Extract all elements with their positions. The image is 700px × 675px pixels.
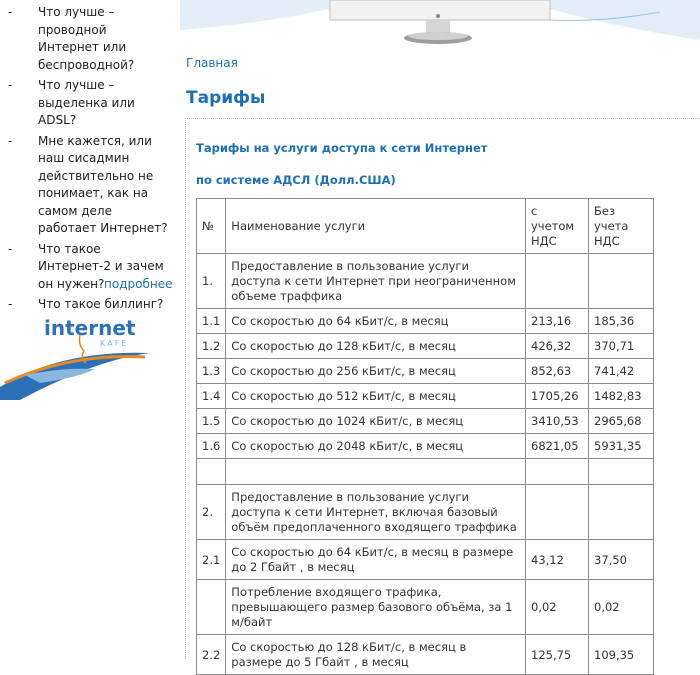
cell-without-vat: [589, 254, 654, 309]
cell-number: 1.3: [197, 359, 226, 384]
faq-list: [8, 4, 168, 317]
cell-number: 2.2: [197, 635, 226, 675]
faq-item[interactable]: - Что лучше – выделенка или ADSL?: [8, 78, 135, 127]
cell-number: 1.5: [197, 409, 226, 434]
table-row: [197, 485, 654, 540]
table-row: [197, 459, 654, 485]
logo-sub: KAFE: [100, 339, 129, 348]
cell-without-vat: 185,36: [589, 309, 654, 334]
table-row: [197, 409, 654, 434]
cell-service: Предоставление в пользование услуги доступа к сети Интернет, включая базовый объём предоплаченного входящего траффика: [226, 485, 526, 540]
header-service: Наименование услуги: [226, 199, 526, 254]
table-row: [197, 254, 654, 309]
more-link[interactable]: подробнее: [104, 277, 173, 291]
faq-item[interactable]: - Что такое биллинг?: [8, 297, 164, 311]
cell-number: 1.4: [197, 384, 226, 409]
cell-without-vat: 37,50: [589, 540, 654, 580]
cell-with-vat: 6821,05: [526, 434, 589, 459]
cell-number: 1.2: [197, 334, 226, 359]
cell-without-vat: 5931,35: [589, 434, 654, 459]
cell-with-vat: [526, 485, 589, 540]
table-row: [197, 635, 654, 675]
cell-without-vat: 109,35: [589, 635, 654, 675]
cell-number: 2.: [197, 485, 226, 540]
cell-service: Со скоростью до 128 кБит/с, в месяц в размере до 5 Гбайт , в месяц: [226, 635, 526, 675]
page-title: Тарифы: [186, 88, 266, 108]
table-row: [197, 359, 654, 384]
cell-service: Со скоростью до 64 кБит/с, в месяц: [226, 309, 526, 334]
cell-service: Со скоростью до 2048 кБит/с, в месяц: [226, 434, 526, 459]
cell-service: Со скоростью до 128 кБит/с, в месяц: [226, 334, 526, 359]
tariffs-table: [196, 198, 654, 675]
header-with-vat: с учетом НДС: [526, 199, 589, 254]
table-row: [197, 309, 654, 334]
cell-service: Со скоростью до 256 кБит/с, в месяц: [226, 359, 526, 384]
cell-with-vat: 426,32: [526, 334, 589, 359]
cell-without-vat: 1482,83: [589, 384, 654, 409]
cell-with-vat: 43,12: [526, 540, 589, 580]
cell-number: 1.1: [197, 309, 226, 334]
cell-number: 1.6: [197, 434, 226, 459]
header-banner: [180, 0, 700, 48]
faq-item[interactable]: - Что лучше – проводной Интернет или беспроводной?: [8, 5, 135, 72]
table-header-row: [197, 199, 654, 254]
cell-service: Предоставление в пользование услуги доступа к сети Интернет при неограниченном объеме траффика: [226, 254, 526, 309]
logo-word: internet: [44, 316, 136, 340]
breadcrumb-home[interactable]: Главная: [186, 56, 238, 70]
cell-service: Со скоростью до 512 кБит/с, в месяц: [226, 384, 526, 409]
tariffs-system-subtitle: по системе АДСЛ (Долл.США): [196, 173, 396, 187]
cell-with-vat: 125,75: [526, 635, 589, 675]
table-row: [197, 334, 654, 359]
table-row: [197, 434, 654, 459]
cell-without-vat: 370,71: [589, 334, 654, 359]
cell-without-vat: [589, 459, 654, 485]
cell-without-vat: 0,02: [589, 580, 654, 635]
cell-number: [197, 580, 226, 635]
table-row: [197, 540, 654, 580]
internet-kafe-logo: [0, 305, 165, 400]
cell-number: [197, 459, 226, 485]
cell-service: Со скоростью до 1024 кБит/с, в месяц: [226, 409, 526, 434]
cell-with-vat: 1705,26: [526, 384, 589, 409]
cell-service: [226, 459, 526, 485]
cell-number: 1.: [197, 254, 226, 309]
cell-without-vat: [589, 485, 654, 540]
cell-service: Потребление входящего трафика, превышающего размер базового объёма, за 1 м/байт: [226, 580, 526, 635]
table-row: [197, 384, 654, 409]
cell-with-vat: 3410,53: [526, 409, 589, 434]
cell-with-vat: 0,02: [526, 580, 589, 635]
cell-with-vat: [526, 254, 589, 309]
sidebar: [0, 0, 172, 640]
cell-with-vat: [526, 459, 589, 485]
table-row: [197, 580, 654, 635]
header-without-vat: Без учета НДС: [589, 199, 654, 254]
cell-without-vat: 741,42: [589, 359, 654, 384]
faq-item[interactable]: - Что такое Интернет-2 и зачем он нужен?: [8, 241, 164, 291]
cell-with-vat: 852,63: [526, 359, 589, 384]
cell-without-vat: 2965,68: [589, 409, 654, 434]
cell-service: Со скоростью до 64 кБит/с, в месяц в размере до 2 Гбайт , в месяц: [226, 540, 526, 580]
faq-item[interactable]: - Мне кажется, или наш сисадмин действительно не понимает, как на самом деле работает Интернет?: [8, 133, 168, 235]
tariffs-subtitle: Тарифы на услуги доступа к сети Интернет: [196, 141, 488, 155]
cell-number: 2.1: [197, 540, 226, 580]
header-number: №: [197, 199, 226, 254]
cell-with-vat: 213,16: [526, 309, 589, 334]
